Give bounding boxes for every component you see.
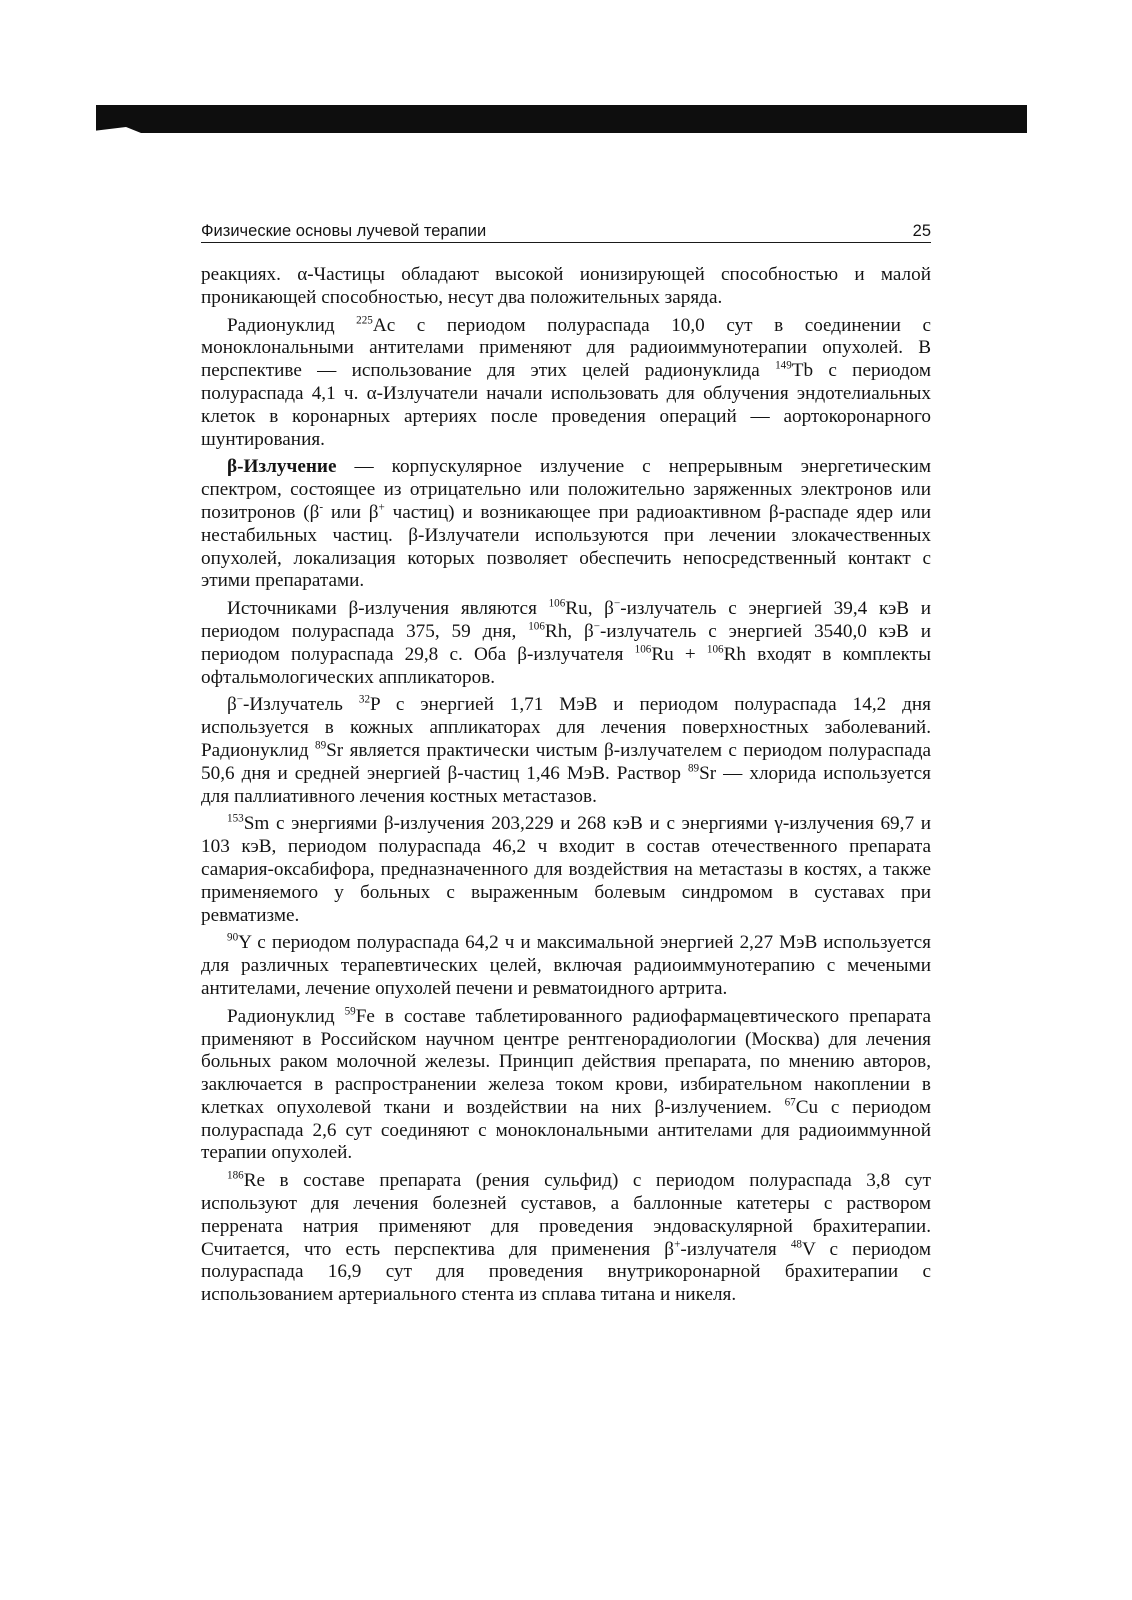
- paragraph-alpha-properties: [201, 264, 931, 310]
- paragraph-ruthenium: [201, 598, 931, 689]
- paragraph-yttrium: [201, 932, 931, 1000]
- paragraph-beta-definition: [201, 456, 931, 593]
- isotope-mass-number: 106: [528, 620, 545, 633]
- paragraph-text: Sm с энергиями β-излучения 203,229 и 268 кэВ и с энергиями γ-излучения 69,7 и 103 кэВ, периодом полураспада 46,2 ч входит в состав отечественного препарата самария-оксабифора, предназначенного для воздействия на метастазы в костях, а также применяемого у больных с выраженным болевым синдромом в суставах при ревматизме.: [201, 813, 931, 926]
- top-black-bar: [96, 105, 1027, 133]
- paragraph-iron-copper: [201, 1006, 931, 1166]
- charge-sign: −: [613, 597, 621, 610]
- paragraph-text: Радионуклид: [227, 1005, 345, 1027]
- paragraph-text: Y с периодом полураспада 64,2 ч и максимальной энергией 2,27 МэВ используется для различных терапевтических целей, включая радиоиммунотерапию с мечеными антителами, лечение опухолей печени и ревматоидного артрита.: [201, 932, 931, 999]
- paragraph-text: — корпускулярное излучение с непрерывным энергетическим спектром, состоящее из отрицательно или положительно заряженных электронов или позитронов (β: [201, 456, 931, 523]
- isotope-mass-number: 149: [775, 359, 792, 372]
- paragraph-samarium: [201, 813, 931, 927]
- isotope-mass-number: 106: [634, 643, 652, 656]
- paragraph-rhenium-vanadium: [201, 1170, 931, 1307]
- term-beta-radiation: β-Излучение: [227, 456, 337, 478]
- paragraph-text: Sr является практически чистым β-излучателем с периодом полураспада 50,6 дня и средней энергией β-частиц 1,46 МэВ. Раствор: [201, 739, 931, 784]
- paragraph-text: Cu с периодом полураспада 2,6 сут соединяют с моноклональными антителами для радиоиммунной терапии опухолей.: [201, 1096, 931, 1164]
- isotope-mass-number: 59: [344, 1005, 356, 1018]
- paragraph-text: -излучатель с энергией 3540,0 кэВ и периодом полураспада 29,8 с. Оба β-излучателя: [201, 620, 932, 665]
- isotope-mass-number: 90: [227, 931, 239, 944]
- page-number: 25: [912, 222, 931, 240]
- paragraph-actinium: [201, 315, 931, 452]
- running-title: Физические основы лучевой терапии: [201, 222, 487, 240]
- body-text: [201, 264, 931, 1312]
- charge-sign: +: [674, 1238, 681, 1251]
- paragraph-text: Fe в составе таблетированного радиофармацевтического препарата применяют в Российском научном центре рентгенорадиологии (Москва) для лечения больных раком молочной железы. Принцип действия препарата, по мнению авторов, заключается в распространении железа током крови, избирательном накоплении в клетках опухолевой ткани и воздействии на них β-излучением.: [201, 1005, 931, 1118]
- paragraph-text: Ru, β: [565, 598, 614, 620]
- charge-sign: −: [236, 693, 244, 706]
- paragraph-text: Ru +: [651, 643, 707, 665]
- running-head: [201, 222, 931, 243]
- paragraph-text: Ac с периодом полураспада 10,0 сут в соединении с моноклональными антителами применяют для радиоиммунотерапии опухолей. В перспективе — использование для этих целей радионуклида: [201, 314, 931, 382]
- isotope-mass-number: 48: [790, 1238, 802, 1251]
- charge-sign: −: [593, 620, 601, 633]
- paragraph-phosphorus-strontium: [201, 694, 931, 808]
- paragraph-text: реакциях. α-Частицы обладают высокой ионизирующей способностью и малой проникающей способностью, несут два положительных заряда.: [201, 264, 931, 308]
- paragraph-text: Tb с периодом полураспада 4,1 ч. α-Излучатели начали использовать для облучения эндотелиальных клеток в коронарных артериях после проведения операций — аортокоронарного шунтирования.: [201, 360, 931, 450]
- isotope-mass-number: 106: [548, 597, 566, 610]
- isotope-mass-number: 225: [356, 314, 373, 327]
- paragraph-text: V с периодом полураспада 16,9 сут для проведения внутрикоронарной брахитерапии с использованием артериального стента из сплава титана и никеля.: [201, 1238, 931, 1306]
- paragraph-text: β: [227, 694, 237, 716]
- paragraph-text: -излучатель с энергией 39,4 кэВ и периодом полураспада 375, 59 дня,: [201, 598, 932, 642]
- isotope-mass-number: 186: [227, 1169, 244, 1182]
- isotope-mass-number: 89: [687, 762, 700, 775]
- isotope-mass-number: 106: [706, 643, 724, 656]
- paragraph-text: Rh входят в комплекты офтальмологических аппликаторов.: [201, 643, 931, 688]
- paragraph-text: или β: [323, 501, 379, 523]
- paragraph-text: Rh, β: [544, 620, 594, 642]
- paragraph-text: -излучателя: [680, 1238, 791, 1260]
- charge-sign: +: [378, 501, 385, 514]
- isotope-mass-number: 153: [227, 812, 244, 825]
- charge-sign: -: [319, 501, 324, 514]
- isotope-mass-number: 67: [784, 1096, 796, 1109]
- paragraph-text: P с энергией 1,71 МэВ и периодом полураспада 14,2 дня используется в кожных аппликаторах для лечения поверхностных заболеваний. Радионуклид: [201, 694, 931, 761]
- paragraph-text: частиц) и возникающее при радиоактивном β-распаде ядер или нестабильных частиц. β-Излучатели используются при лечении злокачественных опухолей, локализация которых позволяет обеспечить непосредственный контакт с этими препаратами.: [201, 501, 932, 592]
- isotope-mass-number: 32: [358, 693, 370, 706]
- paragraph-text: -Излучатель: [243, 694, 359, 716]
- paragraph-text: Re в составе препарата (рения сульфид) с периодом полураспада 3,8 сут используют для лечения болезней суставов, а баллонные катетеры с раствором перрената натрия применяют для проведения эндоваскулярной брахитерапии. Считается, что есть перспектива для применения β: [201, 1170, 931, 1260]
- paragraph-text: Sr — хлорида используется для паллиативного лечения костных метастазов.: [201, 762, 931, 807]
- paragraph-text: Источниками β-излучения являются: [227, 598, 549, 620]
- isotope-mass-number: 89: [315, 739, 327, 752]
- paragraph-text: Радионуклид: [227, 314, 357, 336]
